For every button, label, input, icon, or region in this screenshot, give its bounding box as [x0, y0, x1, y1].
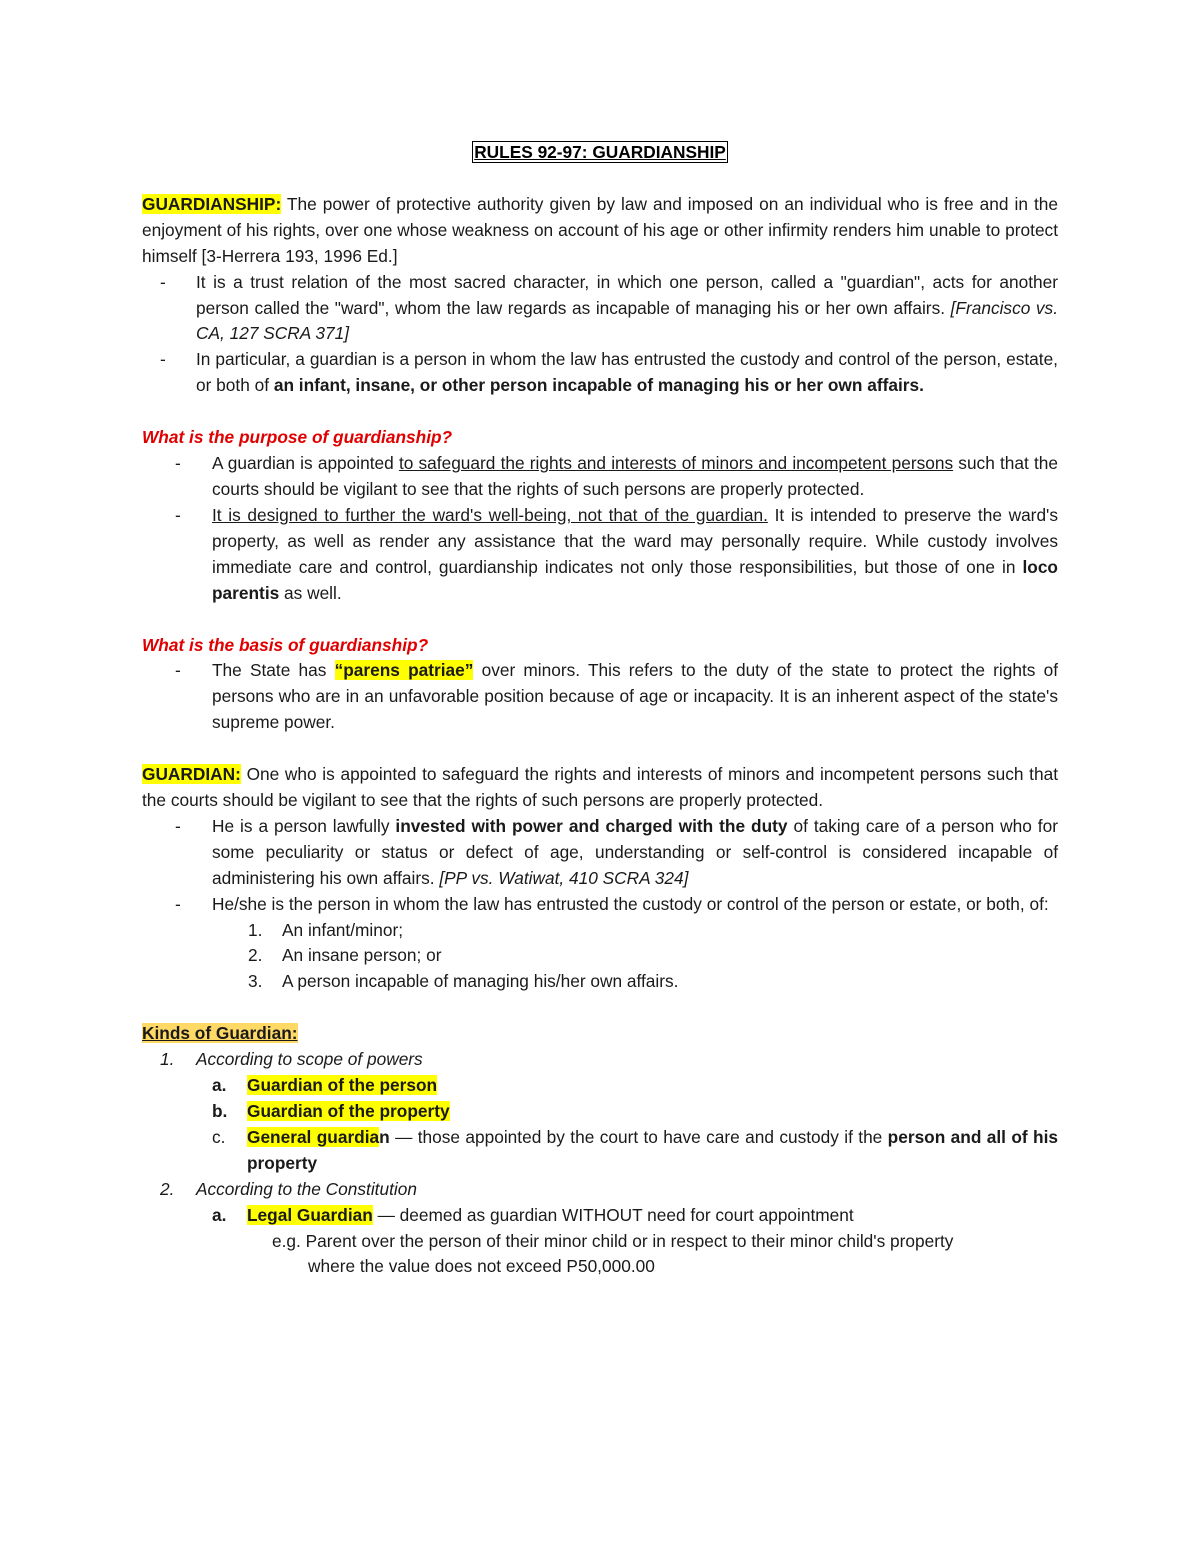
list-item: [142, 1073, 1058, 1099]
list-item: [142, 969, 1058, 995]
bullet-text: In particular, a guardian is a person in whom the law has entrusted the custody and control of the person, estate, or both of: [196, 349, 1058, 396]
item-letter: a.: [212, 1204, 227, 1225]
guardianship-bullets: [142, 270, 1058, 400]
citation: [Francisco vs. CA, 127 SCRA 371]: [196, 297, 1058, 344]
item-letter: c.: [212, 1126, 226, 1147]
guardianship-definition: [142, 192, 1058, 270]
bullet-text: as well.: [279, 582, 342, 603]
underlined-text: It is designed to further the ward's well-being, not that of the guardian.: [212, 504, 768, 525]
highlighted-term: Legal Guardian: [247, 1204, 373, 1225]
bold-text: person and all of his property: [247, 1126, 1058, 1173]
list-item: - A guardian is appointed to safeguard the rights and interests of minors and incompetent persons such that the courts should be vigilant to see that the rights of such persons are properly protected.: [175, 453, 1059, 499]
basis-bullets: [142, 658, 1058, 736]
purpose-bullets: [142, 451, 1058, 606]
highlighted-term: “parens patriae”: [334, 660, 474, 681]
list-item: - In particular, a guardian is a person in whom the law has entrusted the custody and control of the person, estate, or both of an infant, insane, or other person incapable of managing his or her own affairs.: [160, 349, 1058, 396]
list-item: [142, 1099, 1058, 1125]
item-text: An infant/minor;: [282, 919, 404, 940]
guardianship-term: GUARDIANSHIP:: [142, 193, 282, 214]
list-item: - It is a trust relation of the most sacred character, in which one person, called a "guardian", acts for another person called the "ward", whom the law regards as incapable of managing his or her own affairs. [Francisco vs. CA, 127 SCRA 371]: [160, 271, 1058, 344]
basis-question: What is the basis of guardianship?: [142, 634, 429, 655]
list-item: [142, 918, 1058, 944]
list-item: - He is a person lawfully invested with power and charged with the duty of taking care of a person who for some peculiarity or status or defect of age, understanding or self-control is considered incapable of administering his own affairs. [PP vs. Watiwat, 410 SCRA 324]: [175, 815, 1058, 888]
purpose-question: What is the purpose of guardianship?: [142, 427, 453, 448]
item-number: 3.: [248, 971, 263, 992]
highlighted-term: Guardian of the property: [247, 1101, 450, 1121]
underlined-text: to safeguard the rights and interests of minors and incompetent persons: [398, 453, 954, 474]
kinds-group: [142, 1177, 1058, 1203]
bullet-text: He/she is the person in whom the law has entrusted the custody or control of the person or estate, or both, of:: [212, 893, 1049, 914]
list-item: - He/she is the person in whom the law has entrusted the custody or control of the person or estate, or both, of:: [175, 893, 1049, 914]
item-text: — deemed as guardian WITHOUT need for court appointment: [372, 1204, 854, 1225]
list-item: [142, 1203, 1058, 1229]
bullet-text: The State has: [212, 660, 335, 681]
highlighted-term: Guardian of the person: [247, 1075, 438, 1096]
guardian-bullets: [142, 814, 1058, 918]
kinds-heading-text: Kinds of Guardian:: [142, 1023, 298, 1044]
list-item: - The State has “parens patriae” over minors. This refers to the duty of the state to protect the rights of persons who are in an unfavorable position because of age or incapacity. It is an inherent aspect of the state's supreme power.: [175, 660, 1058, 733]
bullet-text: It is a trust relation of the most sacred character, in which one person, called a "guardian", acts for another person called the "ward", whom the law regards as incapable of managing his or her own affairs.: [196, 271, 1058, 318]
list-item: - It is designed to further the ward's well-being, not that of the guardian. It is intended to preserve the ward's property, as well as render any assistance that the ward may personally require. While custody involves immediate care and control, guardianship indicates not only those responsibilities, but those of one in loco parentis as well.: [175, 504, 1058, 603]
list-item: [142, 943, 1058, 969]
bold-text: an infant, insane, or other person incapable of managing his or her own affairs.: [273, 375, 924, 396]
example-line: where the value does not exceed P50,000.00: [308, 1256, 655, 1277]
item-number: 1.: [248, 919, 263, 940]
bullet-text: over minors. This refers to the duty of the state to protect the rights of persons who are in an unfavorable position because of age or incapacity. It is an inherent aspect of the state's supreme power.: [212, 660, 1058, 733]
bullet-text: He is a person lawfully: [212, 815, 396, 836]
bold-text: invested with power and charged with the duty: [395, 815, 788, 836]
bullet-text: of taking care of a person who for some peculiarity or status or defect of age, understanding or self-control is considered incapable of administering his own affairs.: [212, 815, 1058, 888]
bullet-text: such that the courts should be vigilant to see that the rights of such persons are properly protected.: [212, 453, 1059, 499]
title-text: RULES 92-97: GUARDIANSHIP: [474, 142, 726, 162]
example-line: e.g. Parent over the person of their minor child or in respect to their minor child's property: [272, 1230, 954, 1251]
group-number: 2.: [160, 1178, 175, 1199]
item-letter: b.: [212, 1101, 228, 1121]
group-number: 1.: [160, 1049, 175, 1070]
bold-text: loco parentis: [212, 556, 1058, 603]
guardian-numbered-list: [142, 918, 1058, 996]
term-tail: n: [379, 1126, 390, 1147]
guardianship-text: The power of protective authority given by law and imposed on an individual who is free and in the enjoyment of his rights, over one whose weakness on account of his age or other infirmity renders him unable to protect himself [3-Herrera 193, 1996 Ed.]: [142, 193, 1058, 266]
group-label: According to scope of powers: [196, 1049, 423, 1070]
kinds-heading: [142, 1021, 1058, 1047]
citation: [PP vs. Watiwat, 410 SCRA 324]: [439, 867, 689, 888]
item-number: 2.: [248, 945, 263, 966]
group-label: According to the Constitution: [196, 1178, 417, 1199]
item-text: An insane person; or: [282, 945, 442, 966]
guardian-definition: [142, 762, 1058, 814]
guardian-term: GUARDIAN:: [142, 764, 241, 785]
item-text: — those appointed by the court to have care and custody if the: [389, 1126, 888, 1147]
item-text: A person incapable of managing his/her own affairs.: [282, 971, 679, 992]
bullet-text: It is intended to preserve the ward's property, as well as render any assistance that the ward may personally require. While custody involves immediate care and control, guardianship indicates not only those responsibilities, but those of one in: [212, 504, 1058, 577]
item-letter: a.: [212, 1075, 227, 1096]
kinds-group: [142, 1047, 1058, 1073]
list-item: [142, 1125, 1058, 1177]
guardian-text: One who is appointed to safeguard the rights and interests of minors and incompetent persons such that the courts should be vigilant to see that the rights of such persons are properly protected.: [142, 764, 1058, 811]
page-title: [142, 140, 1058, 166]
highlighted-term: General guardia: [247, 1126, 380, 1147]
bullet-text: A guardian is appointed: [212, 453, 399, 474]
